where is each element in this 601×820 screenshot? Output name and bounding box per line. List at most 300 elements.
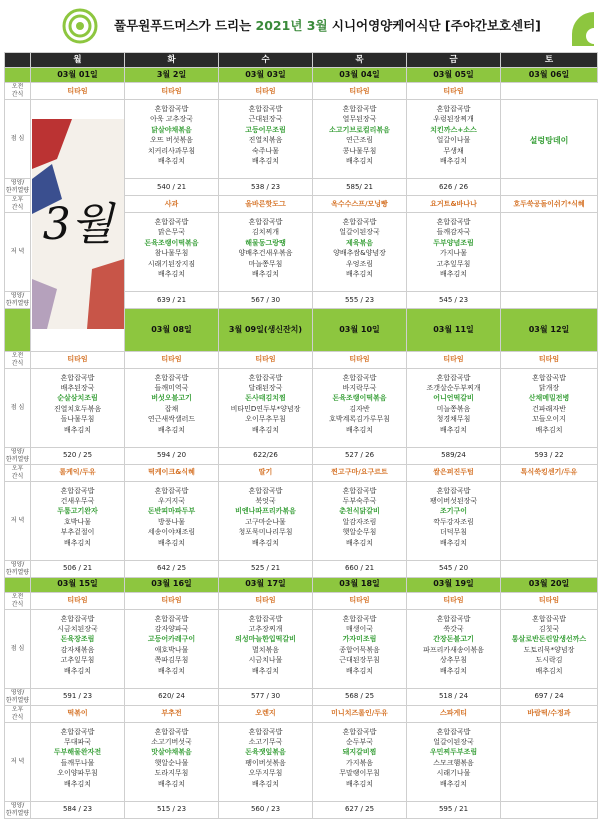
pm-snack-cell: 떡볶이	[31, 705, 125, 722]
menu-item: 무생채	[443, 146, 464, 155]
menu-item: 두부숙주국	[342, 497, 377, 506]
menu-item: 돈육장조림	[60, 635, 95, 644]
menu-item: 고구마순나물	[245, 517, 286, 526]
lunch-menu-cell	[219, 100, 313, 179]
menu-item: 배추김치	[157, 538, 186, 547]
pm-snack-cell: 오렌지	[219, 705, 313, 722]
menu-item: 돌나물무침	[60, 415, 95, 424]
menu-item: 무말랭이무침	[339, 769, 380, 778]
menu-item: 가지나물	[439, 249, 468, 258]
menu-item: 혼합잡곡밥	[248, 218, 283, 226]
date-cell: 03월 10일	[313, 309, 407, 352]
date-cell: 03월 18일	[313, 577, 407, 592]
dinner-kcal-cell: 584 / 23	[31, 801, 125, 818]
menu-item: 돈육조랭이떡볶음	[144, 238, 199, 247]
menu-item: 혼합잡곡밥	[154, 218, 189, 226]
menu-item: 맑은무국	[157, 228, 186, 237]
date-cell: 03월 16일	[125, 577, 219, 592]
menu-item: 혼합잡곡밥	[154, 614, 189, 623]
pm-snack-cell: 사과	[125, 196, 219, 213]
dinner-kcal-cell	[501, 560, 598, 577]
dinner-menu-cell	[219, 722, 313, 801]
menu-item: 근대된장국	[248, 115, 283, 124]
menu-item: 혼합잡곡밥	[532, 614, 566, 623]
menu-item: 배추김치	[345, 666, 374, 675]
menu-item: 제육볶음	[345, 238, 374, 247]
menu-item: 청경채무침	[436, 415, 471, 424]
lunch-kcal-cell: 568 / 25	[313, 688, 407, 705]
menu-item: 배추김치	[157, 779, 186, 788]
pm-snack-cell: 부추전	[125, 705, 219, 722]
menu-item: 혼합잡곡밥	[248, 486, 283, 495]
am-snack-cell: 티타임	[407, 592, 501, 609]
menu-item: 호박나물	[63, 517, 92, 526]
menu-item: 치킨까스+소스	[430, 125, 477, 134]
dinner-kcal-cell: 525 / 21	[219, 560, 313, 577]
pm-snack-cell: 찐고구마/요구르트	[313, 464, 407, 481]
pm-snack-cell: 떡케이크&식혜	[125, 464, 219, 481]
menu-item: 돈반피마파두부	[147, 507, 196, 516]
menu-item: 혼합잡곡밥	[436, 218, 471, 226]
date-cell: 03월 04일	[313, 68, 407, 83]
menu-item: 가자미조림	[342, 635, 377, 644]
menu-item: 혼합잡곡밥	[436, 727, 471, 736]
menu-item: 아욱 고추장국	[150, 115, 193, 124]
menu-item: 무대파국	[63, 738, 92, 747]
menu-item: 혼합잡곡밥	[532, 373, 566, 382]
date-cell: 03월 08일	[125, 309, 219, 352]
day-header: 월	[31, 53, 125, 68]
dinner-kcal-cell: 545 / 23	[407, 292, 501, 309]
menu-item: 의성마늘한입떡갈비	[235, 635, 296, 644]
lunch-kcal-cell: 591 / 23	[31, 688, 125, 705]
menu-item: 우렁된장찌개	[433, 115, 474, 124]
menu-item: 혼합잡곡밥	[342, 105, 377, 113]
lunch-menu-cell	[125, 100, 219, 179]
menu-item: 콩나물무침	[342, 146, 377, 155]
pm-snack-cell: 딸기	[219, 464, 313, 481]
menu-item: 혼합잡곡밥	[154, 373, 189, 382]
menu-item: 우엉조림	[345, 259, 374, 268]
menu-item: 혼합잡곡밥	[248, 105, 283, 113]
row-label-pm_snack: 오후 간식	[5, 464, 31, 481]
menu-item: 두툼고기완자	[57, 507, 98, 516]
menu-item: 배추김치	[345, 779, 374, 788]
am-snack-cell: 티타임	[313, 83, 407, 100]
menu-item: 혼합잡곡밥	[436, 373, 471, 382]
weekly-menu-table	[4, 52, 598, 819]
row-label-nutrition: 영양/ 한끼열량	[5, 447, 30, 463]
dinner-menu-cell	[219, 213, 313, 292]
date-corner	[5, 577, 31, 592]
menu-item: 양배추건새우볶음	[238, 249, 293, 258]
menu-item: 배추김치	[157, 269, 186, 278]
menu-item: 치커리사과무침	[147, 146, 196, 155]
menu-item: 건파래자반	[532, 404, 566, 413]
pm-snack-cell: 옥수수스프/모닝빵	[313, 196, 407, 213]
lunch-kcal-cell: 518 / 24	[407, 688, 501, 705]
lunch-kcal-cell: 527 / 26	[313, 447, 407, 464]
menu-item: 시래기나물	[436, 769, 471, 778]
date-cell: 3월 09일(생신잔치)	[219, 309, 313, 352]
dinner-kcal-cell: 639 / 21	[125, 292, 219, 309]
menu-item: 깍두강자조림	[433, 517, 474, 526]
dinner-kcal-cell	[501, 292, 598, 309]
row-label-am_snack: 오전 간식	[5, 83, 31, 100]
row-label-nutrition: 영양/ 한끼열량	[5, 801, 30, 817]
pm-snack-cell: 올바른핫도그	[219, 196, 313, 213]
menu-item: 더덕무침	[439, 528, 468, 537]
menu-item: 고추잎무침	[436, 259, 471, 268]
row-label-am_snack: 오전 간식	[5, 351, 31, 368]
dinner-menu-cell	[407, 213, 501, 292]
menu-item: 혼합잡곡밥	[154, 727, 189, 736]
menu-item: 세송이야채조림	[147, 528, 196, 537]
lunch-kcal-cell: 589/24	[407, 447, 501, 464]
lunch-menu-cell	[407, 100, 501, 179]
menu-item: 들깨감자국	[436, 228, 471, 237]
menu-item: 호박계록김가루무침	[329, 415, 390, 424]
dinner-kcal-cell: 595 / 21	[407, 801, 501, 818]
calligraphy-text: 3월	[42, 198, 113, 250]
date-cell: 03월 05일	[407, 68, 501, 83]
dinner-menu-cell	[125, 213, 219, 292]
menu-item: 가지볶음	[345, 758, 374, 767]
menu-item: 들깨미역국	[154, 384, 189, 393]
dinner-kcal-cell: 506 / 21	[31, 560, 125, 577]
date-cell: 03월 01일	[31, 68, 125, 83]
lunch-menu-cell	[313, 100, 407, 179]
menu-item: 혼합잡곡밥	[436, 486, 471, 495]
menu-item: 알감자조림	[342, 517, 377, 526]
dinner-menu-cell	[407, 722, 501, 801]
menu-item: 배추김치	[439, 156, 468, 165]
menu-item: 돈사태김치찜	[245, 394, 286, 403]
menu-item: 간장돈불고기	[433, 635, 474, 644]
date-corner	[5, 68, 31, 83]
am-snack-cell: 티타임	[219, 351, 313, 368]
lunch-menu-cell	[125, 609, 219, 688]
pm-snack-cell: 요거트&바나나	[407, 196, 501, 213]
lunch-kcal-cell: 594 / 20	[125, 447, 219, 464]
dinner-kcal-cell: 560 / 23	[219, 801, 313, 818]
menu-item: 오이양파무침	[57, 769, 98, 778]
row-label-pm_snack: 오후 간식	[5, 196, 31, 213]
menu-item: 혼합잡곡밥	[342, 218, 377, 226]
menu-item: 배추김치	[251, 538, 280, 547]
menu-item: 두부해물완자전	[53, 748, 102, 757]
menu-item: 우거지국	[157, 497, 186, 506]
row-label-pm_snack: 오후 간식	[5, 705, 31, 722]
row-label-nutrition: 영양/ 한끼열량	[5, 688, 30, 704]
menu-item: 마늘쫑무침	[248, 259, 283, 268]
menu-item: 혼합잡곡밥	[60, 373, 95, 382]
menu-item: 숙주나물	[251, 146, 280, 155]
menu-item: 오뚜지무침	[248, 769, 283, 778]
date-corner	[5, 309, 31, 352]
date-cell: 03월 15일	[31, 577, 125, 592]
lunch-kcal-cell: 538 / 23	[219, 179, 313, 196]
dinner-menu-cell	[31, 481, 125, 560]
dinner-menu-cell	[219, 481, 313, 560]
menu-item: 시금치나물	[248, 656, 283, 665]
row-label-dinner: 저 녁	[5, 213, 31, 292]
lunch-kcal-cell: 626 / 26	[407, 179, 501, 196]
menu-item: 잡채	[164, 404, 179, 413]
pm-snack-cell: 스파게티	[407, 705, 501, 722]
menu-item: 순살삼치조림	[57, 394, 98, 403]
date-cell: 03월 19일	[407, 577, 501, 592]
menu-item: 어니언떡갈비	[433, 394, 474, 403]
day-header: 목	[313, 53, 407, 68]
menu-item: 통살로반돈린알생선까스	[511, 635, 587, 644]
lunch-menu-cell	[407, 368, 501, 447]
menu-item: 해물동그랑땡	[245, 238, 286, 247]
lunch-menu-cell	[313, 609, 407, 688]
dinner-menu-cell	[501, 722, 598, 801]
lunch-menu-cell	[125, 368, 219, 447]
menu-item: 참나물무침	[154, 249, 189, 258]
menu-item: 시래기된장지짐	[147, 259, 196, 268]
menu-item: 배추김치	[251, 666, 280, 675]
lunch-kcal-cell: 593 / 22	[501, 447, 598, 464]
dinner-menu-cell	[31, 722, 125, 801]
menu-item: 혼합잡곡밥	[60, 486, 95, 495]
menu-item: 배추김치	[535, 666, 563, 675]
dinner-kcal-cell: 545 / 20	[407, 560, 501, 577]
am-snack-cell: 티타임	[31, 351, 125, 368]
lunch-kcal-cell: 540 / 21	[125, 179, 219, 196]
menu-item: 팽이버섯볶음	[245, 758, 286, 767]
menu-item: 얼갈이나물	[436, 136, 471, 145]
lunch-menu-cell	[407, 609, 501, 688]
menu-item: 배추김치	[439, 538, 468, 547]
menu-item: 배추김치	[63, 779, 92, 788]
date-cell: 03월 06일	[501, 68, 598, 83]
lunch-menu-cell	[219, 609, 313, 688]
menu-item: 두부양념조림	[433, 238, 474, 247]
menu-item: 배추김치	[439, 666, 468, 675]
menu-item: 배추김치	[63, 425, 92, 434]
date-cell: 03월 17일	[219, 577, 313, 592]
menu-item: 김칫국	[538, 625, 560, 634]
row-label-dinner: 저 녁	[5, 722, 31, 801]
menu-item: 방풍나물	[157, 517, 186, 526]
menu-item: 양배추쌈&양념장	[333, 249, 386, 258]
lunch-menu-cell	[313, 368, 407, 447]
row-label-lunch: 점 심	[5, 368, 31, 447]
dinner-menu-cell	[313, 213, 407, 292]
row-label-am_snack: 오전 간식	[5, 592, 31, 609]
menu-item: 배추김치	[345, 538, 374, 547]
menu-item: 배추김치	[251, 779, 280, 788]
lunch-menu-cell	[501, 609, 598, 688]
menu-item: 배추김치	[251, 156, 280, 165]
page-header	[34, 6, 594, 46]
am-snack-cell: 티타임	[31, 83, 125, 100]
menu-item: 매생이국	[345, 625, 374, 634]
dinner-menu-cell	[407, 481, 501, 560]
menu-item: 꼬들오이지	[532, 415, 566, 424]
menu-item: 소고기버섯국	[151, 738, 192, 747]
pm-snack-cell: 바람떡/수정과	[501, 705, 598, 722]
am-snack-cell: 티타임	[125, 351, 219, 368]
pm-snack-cell: 호두쑥공돌이쉬기*식혜	[501, 196, 598, 213]
menu-item: 혼합잡곡밥	[436, 614, 471, 623]
date-cell: 3월 2일	[125, 68, 219, 83]
pm-snack-cell: 쌀은퍼진두텀	[407, 464, 501, 481]
row-label-nutrition: 영양/ 한끼열량	[5, 292, 30, 307]
am-snack-cell: 티타임	[125, 592, 219, 609]
am-snack-cell: 티타임	[313, 592, 407, 609]
menu-item: 배추김치	[439, 425, 468, 434]
am-snack-cell: 티타임	[125, 83, 219, 100]
menu-item: 파프리카새송이볶음	[423, 645, 484, 654]
row-label-lunch: 점 심	[5, 609, 31, 688]
green-circle-decoration-icon	[560, 6, 594, 46]
dinner-kcal-cell: 515 / 23	[125, 801, 219, 818]
menu-item: 쑥갓국	[443, 625, 464, 634]
menu-item: 들깨무나물	[60, 758, 95, 767]
calligraphy-image	[31, 100, 125, 352]
am-snack-cell: 티타임	[31, 592, 125, 609]
date-cell: 03월 20일	[501, 577, 598, 592]
lunch-menu-cell	[31, 368, 125, 447]
menu-item: 김치찌개	[251, 228, 280, 237]
menu-item: 배추김치	[345, 425, 374, 434]
date-cell: 03월 12일	[501, 309, 598, 352]
dinner-kcal-cell: 567 / 30	[219, 292, 313, 309]
menu-item: 춘천식닭갈비	[339, 507, 380, 516]
dinner-menu-cell	[501, 481, 598, 560]
menu-item: 오뜨 버섯볶음	[150, 136, 193, 145]
menu-item: 북엇국	[255, 497, 276, 506]
menu-item: 닭살야채볶음	[151, 125, 192, 134]
menu-item: 상추무침	[439, 656, 468, 665]
calligraphy-month-icon	[32, 119, 124, 329]
am-snack-cell: 티타임	[219, 83, 313, 100]
date-cell: 03월 03일	[219, 68, 313, 83]
menu-item: 근대된장무침	[339, 656, 380, 665]
menu-item: 햇알순나물	[154, 758, 189, 767]
menu-item: 연근새싹샐러드	[147, 415, 196, 424]
pm-snack-cell: 미니치즈롤인/두유	[313, 705, 407, 722]
menu-item: 배추김치	[345, 156, 374, 165]
dinner-menu-cell	[125, 722, 219, 801]
menu-item: 오이무추무침	[245, 415, 286, 424]
menu-item: 고등어무조림	[245, 125, 286, 134]
am-snack-cell: 티타임	[407, 83, 501, 100]
menu-item: 배추김치	[439, 269, 468, 278]
menu-item: 혼합잡곡밥	[342, 614, 377, 623]
lunch-kcal-cell: 620/ 24	[125, 688, 219, 705]
day-header: 수	[219, 53, 313, 68]
menu-item: 연근조림	[345, 136, 374, 145]
menu-item: 배추된장국	[60, 384, 95, 393]
menu-item: 혼합잡곡밥	[342, 373, 377, 382]
menu-item: 달래된장국	[248, 384, 283, 393]
menu-item: 배추김치	[157, 666, 186, 675]
menu-item: 우민찌두부조림	[429, 748, 478, 757]
dinner-kcal-cell: 660 / 21	[313, 560, 407, 577]
am-snack-cell: 티타임	[313, 351, 407, 368]
lunch-menu-cell	[501, 100, 598, 179]
menu-item: 바지락무국	[342, 384, 377, 393]
menu-item: 배추김치	[535, 425, 563, 434]
date-cell: 03월 11일	[407, 309, 501, 352]
menu-item: 조기구이	[439, 507, 468, 516]
day-header: 화	[125, 53, 219, 68]
am-snack-cell: 티타임	[407, 351, 501, 368]
menu-item: 감자채볶음	[60, 645, 95, 654]
menu-item: 버섯오불고기	[151, 394, 192, 403]
row-label-nutrition: 영양/ 한끼열량	[5, 560, 30, 576]
dinner-menu-cell	[501, 213, 598, 292]
menu-item: 비타민D연두부*양념장	[230, 404, 301, 413]
menu-item: 도토리묵*양념장	[523, 645, 575, 654]
menu-item: 고등어카레구이	[147, 635, 196, 644]
menu-item: 감자양파국	[154, 625, 189, 634]
row-label-lunch: 점 심	[5, 100, 31, 179]
lunch-kcal-cell: 585/ 21	[313, 179, 407, 196]
menu-item: 고추잎무침	[60, 656, 95, 665]
lunch-kcal-cell: 697 / 24	[501, 688, 598, 705]
menu-item: 도라지무침	[154, 769, 189, 778]
menu-item: 배추김치	[251, 269, 280, 278]
menu-item: 도시락김	[535, 656, 563, 665]
menu-item: 소고기무국	[248, 738, 283, 747]
menu-item: 종합어묵볶음	[339, 645, 380, 654]
lunch-kcal-cell: 577 / 30	[219, 688, 313, 705]
dinner-menu-cell	[313, 481, 407, 560]
lunch-menu-cell	[219, 368, 313, 447]
menu-item: 스모크햄볶음	[433, 758, 474, 767]
dinner-kcal-cell	[501, 801, 598, 818]
menu-item: 순두부국	[345, 738, 374, 747]
menu-item: 돈육조랭이떡볶음	[332, 394, 387, 403]
menu-item: 소고기브로컬리볶음	[329, 125, 390, 134]
menu-item: 맛살야채볶음	[151, 748, 192, 757]
am-snack-cell: 티타임	[501, 351, 598, 368]
dinner-menu-cell	[313, 722, 407, 801]
dinner-kcal-cell: 642 / 25	[125, 560, 219, 577]
lunch-menu-cell	[31, 609, 125, 688]
menu-item: 애호박나물	[154, 645, 189, 654]
menu-item: 김자반	[349, 404, 370, 413]
menu-item: 혼합잡곡밥	[248, 614, 283, 623]
menu-item: 배추김치	[157, 425, 186, 434]
menu-item: 배추김치	[439, 779, 468, 788]
menu-item: 혼합잡곡밥	[60, 727, 95, 736]
menu-item: 쪽파김무침	[154, 656, 189, 665]
menu-item: 햇알순무침	[342, 528, 377, 537]
menu-item: 배추김치	[157, 156, 186, 165]
menu-item: 멸치볶음	[251, 645, 280, 654]
menu-item: 혼합잡곡밥	[342, 486, 377, 495]
menu-item: 돈육잿잎볶음	[245, 748, 286, 757]
menu-item: 혼합잡곡밥	[154, 486, 189, 495]
dinner-menu-cell	[125, 481, 219, 560]
menu-item: 청포묵미나리무침	[238, 528, 293, 537]
lunch-kcal-cell: 520 / 25	[31, 447, 125, 464]
pm-snack-cell: 롤케익/두유	[31, 464, 125, 481]
menu-item: 미늘쫑볶음	[436, 404, 471, 413]
lunch-kcal-cell: 622/26	[219, 447, 313, 464]
menu-item: 배추김치	[251, 425, 280, 434]
menu-item: 닭개장	[538, 384, 560, 393]
menu-item: 얼갈이된장국	[339, 228, 380, 237]
menu-item: 산채메밀전병	[528, 394, 570, 403]
